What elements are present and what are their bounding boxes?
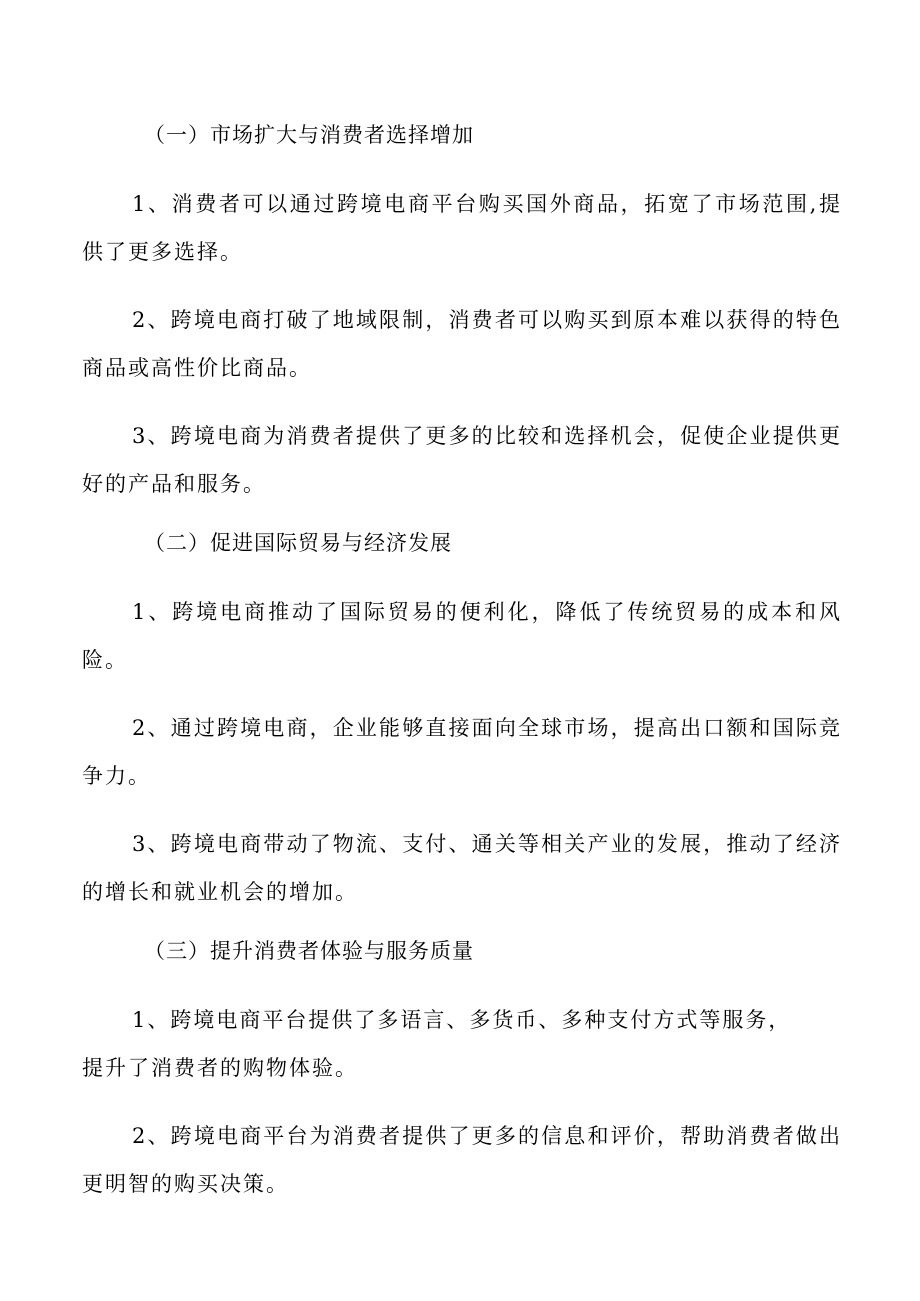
paragraph: 3、跨境电商为消费者提供了更多的比较和选择机会，促使企业提供更好的产品和服务。: [82, 424, 842, 496]
section-heading-2: （二）促进国际贸易与经济发展: [144, 531, 452, 555]
paragraph: 2、跨境电商打破了地域限制，消费者可以购买到原本难以获得的特色商品或高性价比商品。: [82, 308, 842, 380]
paragraph-continuation: 提升了消费者的购物体验。: [82, 1056, 358, 1080]
paragraph: 3、跨境电商带动了物流、支付、通关等相关产业的发展，推动了经济的增长和就业机会的增加。: [82, 832, 842, 904]
paragraph: 2、通过跨境电商，企业能够直接面向全球市场，提高出口额和国际竞争力。: [82, 716, 842, 788]
paragraph: 1、消费者可以通过跨境电商平台购买国外商品，拓宽了市场范围,提供了更多选择。: [82, 192, 842, 264]
section-heading-3: （三）提升消费者体验与服务质量: [144, 939, 474, 963]
paragraph: 1、跨境电商推动了国际贸易的便利化，降低了传统贸易的成本和风险。: [82, 600, 842, 672]
section-heading-1: （一）市场扩大与消费者选择增加: [144, 123, 474, 147]
document-page: [82, 112, 842, 1228]
paragraph: 1、跨境电商平台提供了多语言、多货币、多种支付方式等服务，: [132, 1008, 792, 1032]
paragraph: 2、跨境电商平台为消费者提供了更多的信息和评价，帮助消费者做出更明智的购买决策。: [82, 1124, 842, 1196]
